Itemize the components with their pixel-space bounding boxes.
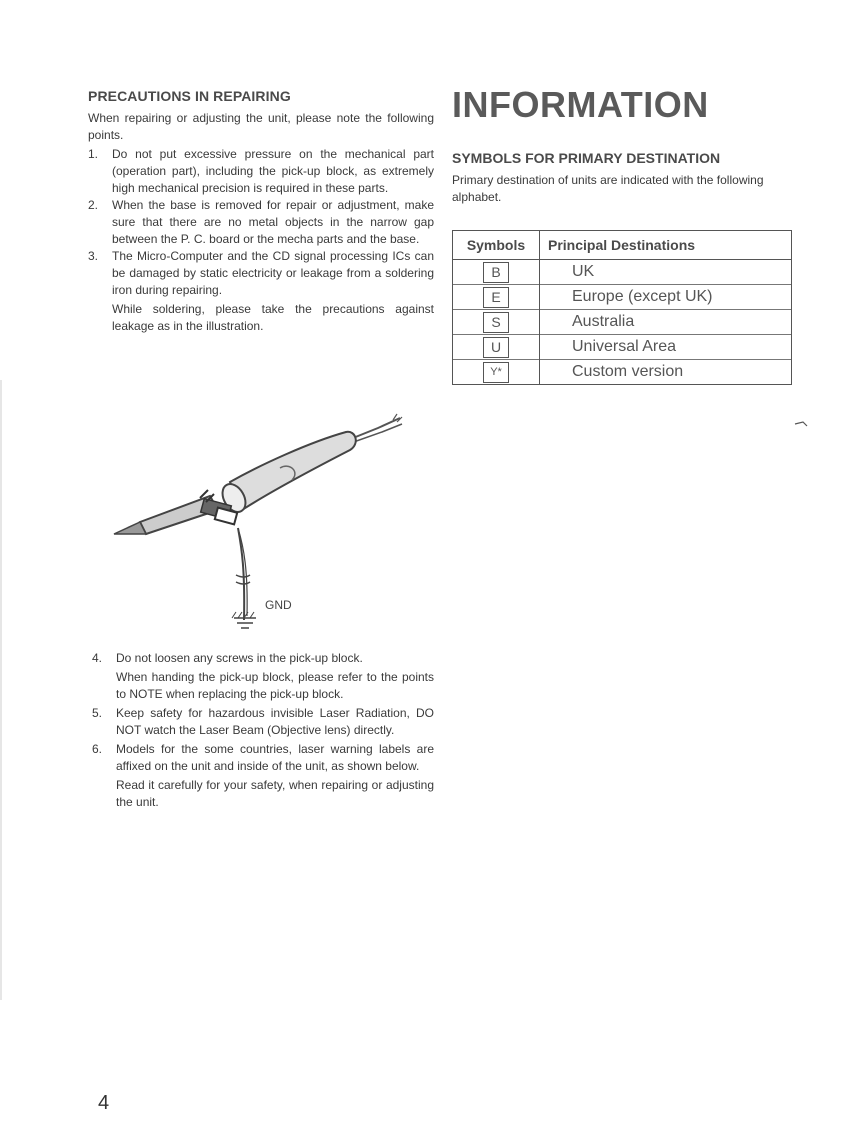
scan-mark	[794, 421, 808, 427]
item-number: 5.	[92, 706, 103, 720]
item-extra-text: While soldering, please take the precautions against leakage as in the illustration.	[112, 302, 434, 333]
precautions-list-lower	[92, 650, 434, 811]
soldering-iron-illustration	[110, 410, 410, 635]
destination-cell: UK	[540, 260, 792, 285]
item-number: 1.	[88, 147, 99, 161]
information-section	[452, 84, 798, 385]
item-extra-text: When handing the pick-up block, please refer to the points to NOTE when replacing the pick-up block.	[116, 670, 434, 701]
destination-cell: Europe (except UK)	[540, 285, 792, 310]
item-number: 3.	[88, 249, 99, 263]
item-number: 2.	[88, 198, 99, 212]
item-text: Models for the some countries, laser warning labels are affixed on the unit and inside of the unit, as shown below.	[116, 742, 434, 773]
list-item	[92, 705, 434, 739]
table-row	[453, 335, 792, 360]
page-title: INFORMATION	[452, 84, 709, 125]
page-edge-shadow	[0, 380, 2, 1000]
item-text: The Micro-Computer and the CD signal processing ICs can be damaged by static electricity or leakage from a soldering iron during repairing.	[112, 249, 434, 297]
item-number: 6.	[92, 742, 103, 756]
destinations-table	[452, 230, 792, 385]
symbol-code: E	[483, 287, 509, 308]
precautions-intro: When repairing or adjusting the unit, please note the following points.	[88, 111, 434, 142]
header-destinations: Principal Destinations	[540, 231, 792, 260]
symbol-code: Y*	[483, 362, 509, 383]
destination-cell: Australia	[540, 310, 792, 335]
symbol-code: B	[483, 262, 509, 283]
symbol-cell	[453, 285, 540, 310]
symbols-intro: Primary destination of units are indicated with the following alphabet.	[452, 173, 764, 204]
symbol-cell	[453, 360, 540, 385]
symbol-code: S	[483, 312, 509, 333]
destination-cell: Universal Area	[540, 335, 792, 360]
list-item	[92, 741, 434, 811]
item-number: 4.	[92, 651, 103, 665]
table-row	[453, 310, 792, 335]
table-row	[453, 260, 792, 285]
precautions-section	[88, 88, 434, 335]
precautions-list	[88, 146, 434, 335]
list-item	[88, 146, 434, 197]
table-header-row	[453, 231, 792, 260]
header-symbols: Symbols	[453, 231, 540, 260]
precautions-heading: PRECAUTIONS IN REPAIRING	[88, 88, 291, 104]
item-text: Keep safety for hazardous invisible Laser Radiation, DO NOT watch the Laser Beam (Objective lens) directly.	[116, 706, 434, 737]
table-row	[453, 360, 792, 385]
symbols-heading: SYMBOLS FOR PRIMARY DESTINATION	[452, 150, 721, 166]
symbol-code: U	[483, 337, 509, 358]
symbol-cell	[453, 260, 540, 285]
list-item	[92, 650, 434, 703]
precautions-list-continued	[92, 650, 434, 813]
list-item	[88, 248, 434, 335]
item-text: Do not put excessive pressure on the mechanical part (operation part), including the pick-up block, as extremely high mechanical precision is required in these parts.	[112, 147, 434, 195]
item-extra-text: Read it carefully for your safety, when repairing or adjusting the unit.	[116, 778, 434, 809]
gnd-label: GND	[265, 598, 292, 612]
item-text: Do not loosen any screws in the pick-up block.	[116, 651, 363, 665]
list-item	[88, 197, 434, 248]
item-text: When the base is removed for repair or adjustment, make sure that there are no metal objects in the narrow gap between the P. C. board or the mecha parts and the base.	[112, 198, 434, 246]
page-number: 4	[98, 1092, 110, 1114]
table-row	[453, 285, 792, 310]
symbol-cell	[453, 310, 540, 335]
symbol-cell	[453, 335, 540, 360]
destination-cell: Custom version	[540, 360, 792, 385]
